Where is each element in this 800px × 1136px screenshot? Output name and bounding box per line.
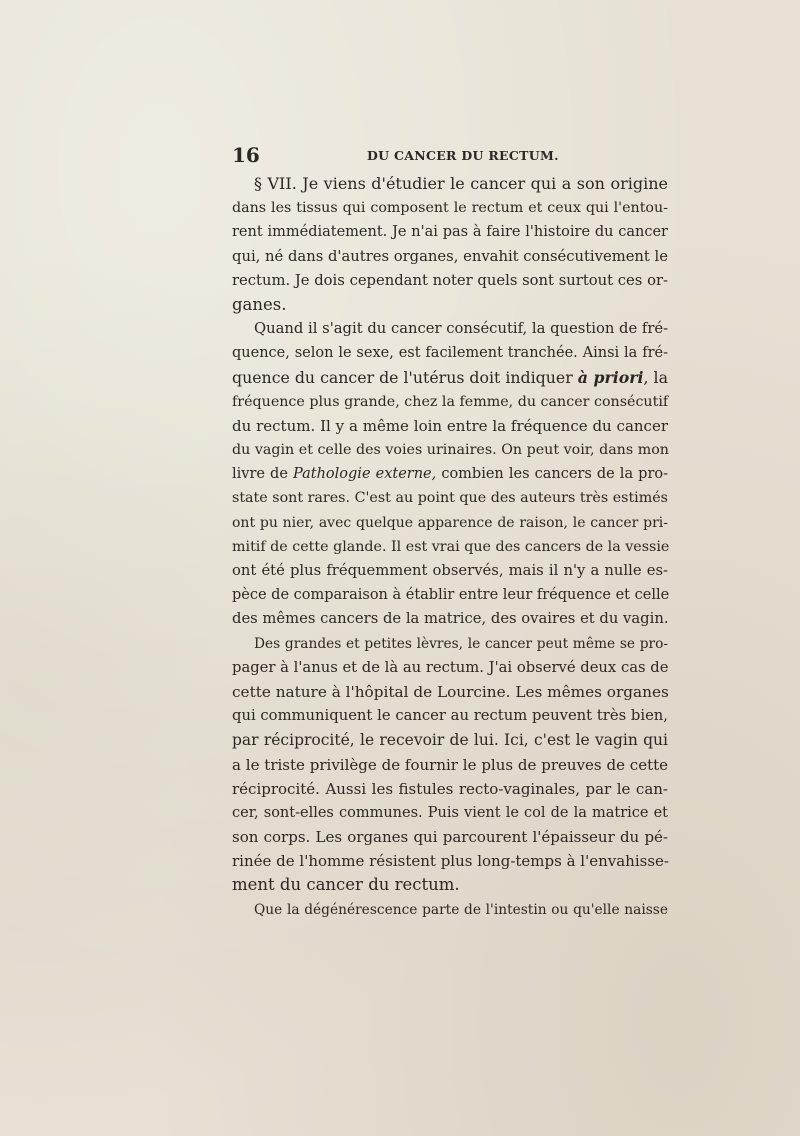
italic-term: à priori [577,367,644,387]
text-line: pèce de comparaison à établir entre leur fréquence et celle [232,587,670,604]
text-line: state sont rares. C'est au point que des auteurs très estimés [232,490,668,507]
text-line: Que la dégénérescence parte de l'intestin ou qu'elle naisse [254,901,668,918]
text-line: du rectum. Il y a même loin entre la fréquence du cancer [232,416,668,435]
text-line: cette nature à l'hôpital de Lourcine. Les mêmes organes [232,682,669,701]
text-line: Des grandes et petites lèvres, le cancer peut même se pro- [254,635,668,652]
text-line: rent immédiatement. Je n'ai pas à faire l'histoire du cancer [232,224,668,241]
body-text [232,172,668,922]
text-line: ment du cancer du rectum. [232,875,460,895]
page-header [232,143,664,167]
text-line: ganes. [232,294,287,314]
text-line: mitif de cette glande. Il est vrai que des cancers de la vessie [232,538,670,555]
italic-title: Pathologie externe, [293,466,437,483]
text-line: du vagin et celle des voies urinaires. On peut voir, dans mon [232,442,669,459]
text-line: § VII. Je viens d'étudier le cancer qui a son origine [254,174,668,193]
text-line: qui communiquent le cancer au rectum peuvent très bien, [232,707,668,725]
text-line: des mêmes cancers de la matrice, des ovaires et du vagin. [232,610,669,628]
text-line: livre de Pathologie externe, combien les cancers de la pro- [232,466,669,483]
text-line: rinée de l'homme résistent plus long-temps à l'envahisse- [232,852,669,871]
text-line: ont été plus fréquemment observés, mais il n'y a nulle es- [232,562,668,579]
text-line: pager à l'anus et de là au rectum. J'ai observé deux cas de [232,658,669,676]
page-number: 16 [232,143,260,167]
text-line: qui, né dans d'autres organes, envahit consécutivement le [232,247,668,265]
text-line: ont pu nier, avec quelque apparence de raison, le cancer pri- [232,514,668,531]
text-line: Quand il s'agit du cancer consécutif, la question de fré- [254,320,669,338]
text-line: quence, selon le sexe, est facilement tranchée. Ainsi la fré- [232,345,668,362]
text-line: par réciprocité, le recevoir de lui. Ici, c'est le vagin qui [232,731,668,750]
text-line: fréquence plus grande, chez la femme, du cancer consécutif [232,393,669,410]
text-line: rectum. Je dois cependant noter quels sont surtout ces or- [232,271,668,289]
text-line: a le triste privilège de fournir le plus de preuves de cette [232,755,668,774]
text-line: réciprocité. Aussi les fistules recto-vaginales, par le can- [232,779,668,798]
text-line: son corps. Les organes qui parcourent l'épaisseur du pé- [232,828,668,847]
text-line: quence du cancer de l'utérus doit indiquer à priori, la [232,367,668,387]
running-head: DU CANCER DU RECTUM. [367,148,559,163]
text-line: cer, sont-elles communes. Puis vient le col de la matrice et [232,804,668,821]
text-line: dans les tissus qui composent le rectum et ceux qui l'entou- [232,200,668,217]
